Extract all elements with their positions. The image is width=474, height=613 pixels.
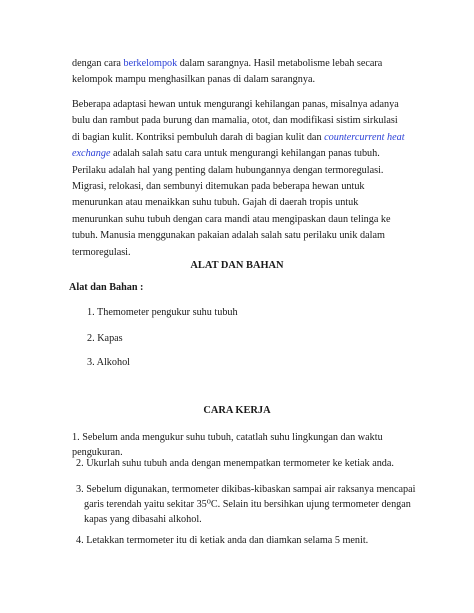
step-item: 4. Letakkan termometer itu di ketiak anda dan diamkan selama 5 menit. — [76, 535, 369, 546]
heading-cara-kerja: CARA KERJA — [203, 405, 271, 416]
step-item: 2. Ukurlah suhu tubuh anda dengan menempatkan termometer ke ketiak anda. — [76, 458, 394, 469]
heading-alat-dan-bahan: ALAT DAN BAHAN — [190, 260, 284, 271]
link-berkelompok[interactable]: berkelompok — [123, 58, 178, 69]
step-item: 3. Sebelum digunakan, termometer dikibas-kibaskan sampai air raksanya mencapai garis terendah yaitu sekitar 35⁰C. Selain itu bersihkan ujung termometer dengan kapas yang dibasahi alkohol. — [76, 484, 416, 526]
paragraph-intro-post: dalam sarangnya. Hasil metabolisme lebah secara kelompok mampu menghasilkan panas di dalam sarangnya. — [72, 58, 383, 86]
paragraph-adaptation-post: adalah salah satu cara untuk mengurangi kehilangan panas tubuh. Perilaku adalah hal yang penting dalam hubungannya dengan termoregulasi. Migrasi, relokasi, dan sembunyi ditemukan pada beberapa hewan untuk menurunkan atau menaikkan suhu tubuh. Gajah di daerah tropis untuk menurunkan suhu tubuh dengan cara mandi atau mengipaskan daun telinga ke tubuh. Manusia menggunakan pakaian adalah salah satu perilaku unik dalam termoregulasi. — [72, 148, 391, 258]
paragraph-adaptation-pre: Beberapa adaptasi hewan untuk mengurangi kehilangan panas, misalnya adanya bulu dan rambut pada burung dan mamalia, otot, dan modifikasi sistim sirkulasi di bagian kulit. Kontriksi pembuluh darah di bagian kulit dan — [72, 99, 399, 143]
subheading-alat-dan-bahan: Alat dan Bahan : — [69, 282, 144, 293]
paragraph-intro — [72, 56, 408, 89]
list-item: 3. Alkohol — [87, 357, 131, 368]
step-item: 1. Sebelum anda mengukur suhu tubuh, catatlah suhu lingkungan dan waktu pengukuran. — [72, 432, 383, 459]
paragraph-adaptation — [72, 97, 408, 261]
list-item: 1. Themometer pengukur suhu tubuh — [87, 307, 238, 318]
paragraph-intro-pre: dengan cara — [72, 58, 124, 69]
list-item: 2. Kapas — [87, 333, 123, 344]
term-countercurrent[interactable]: countercurrent heat exchange — [72, 131, 405, 160]
